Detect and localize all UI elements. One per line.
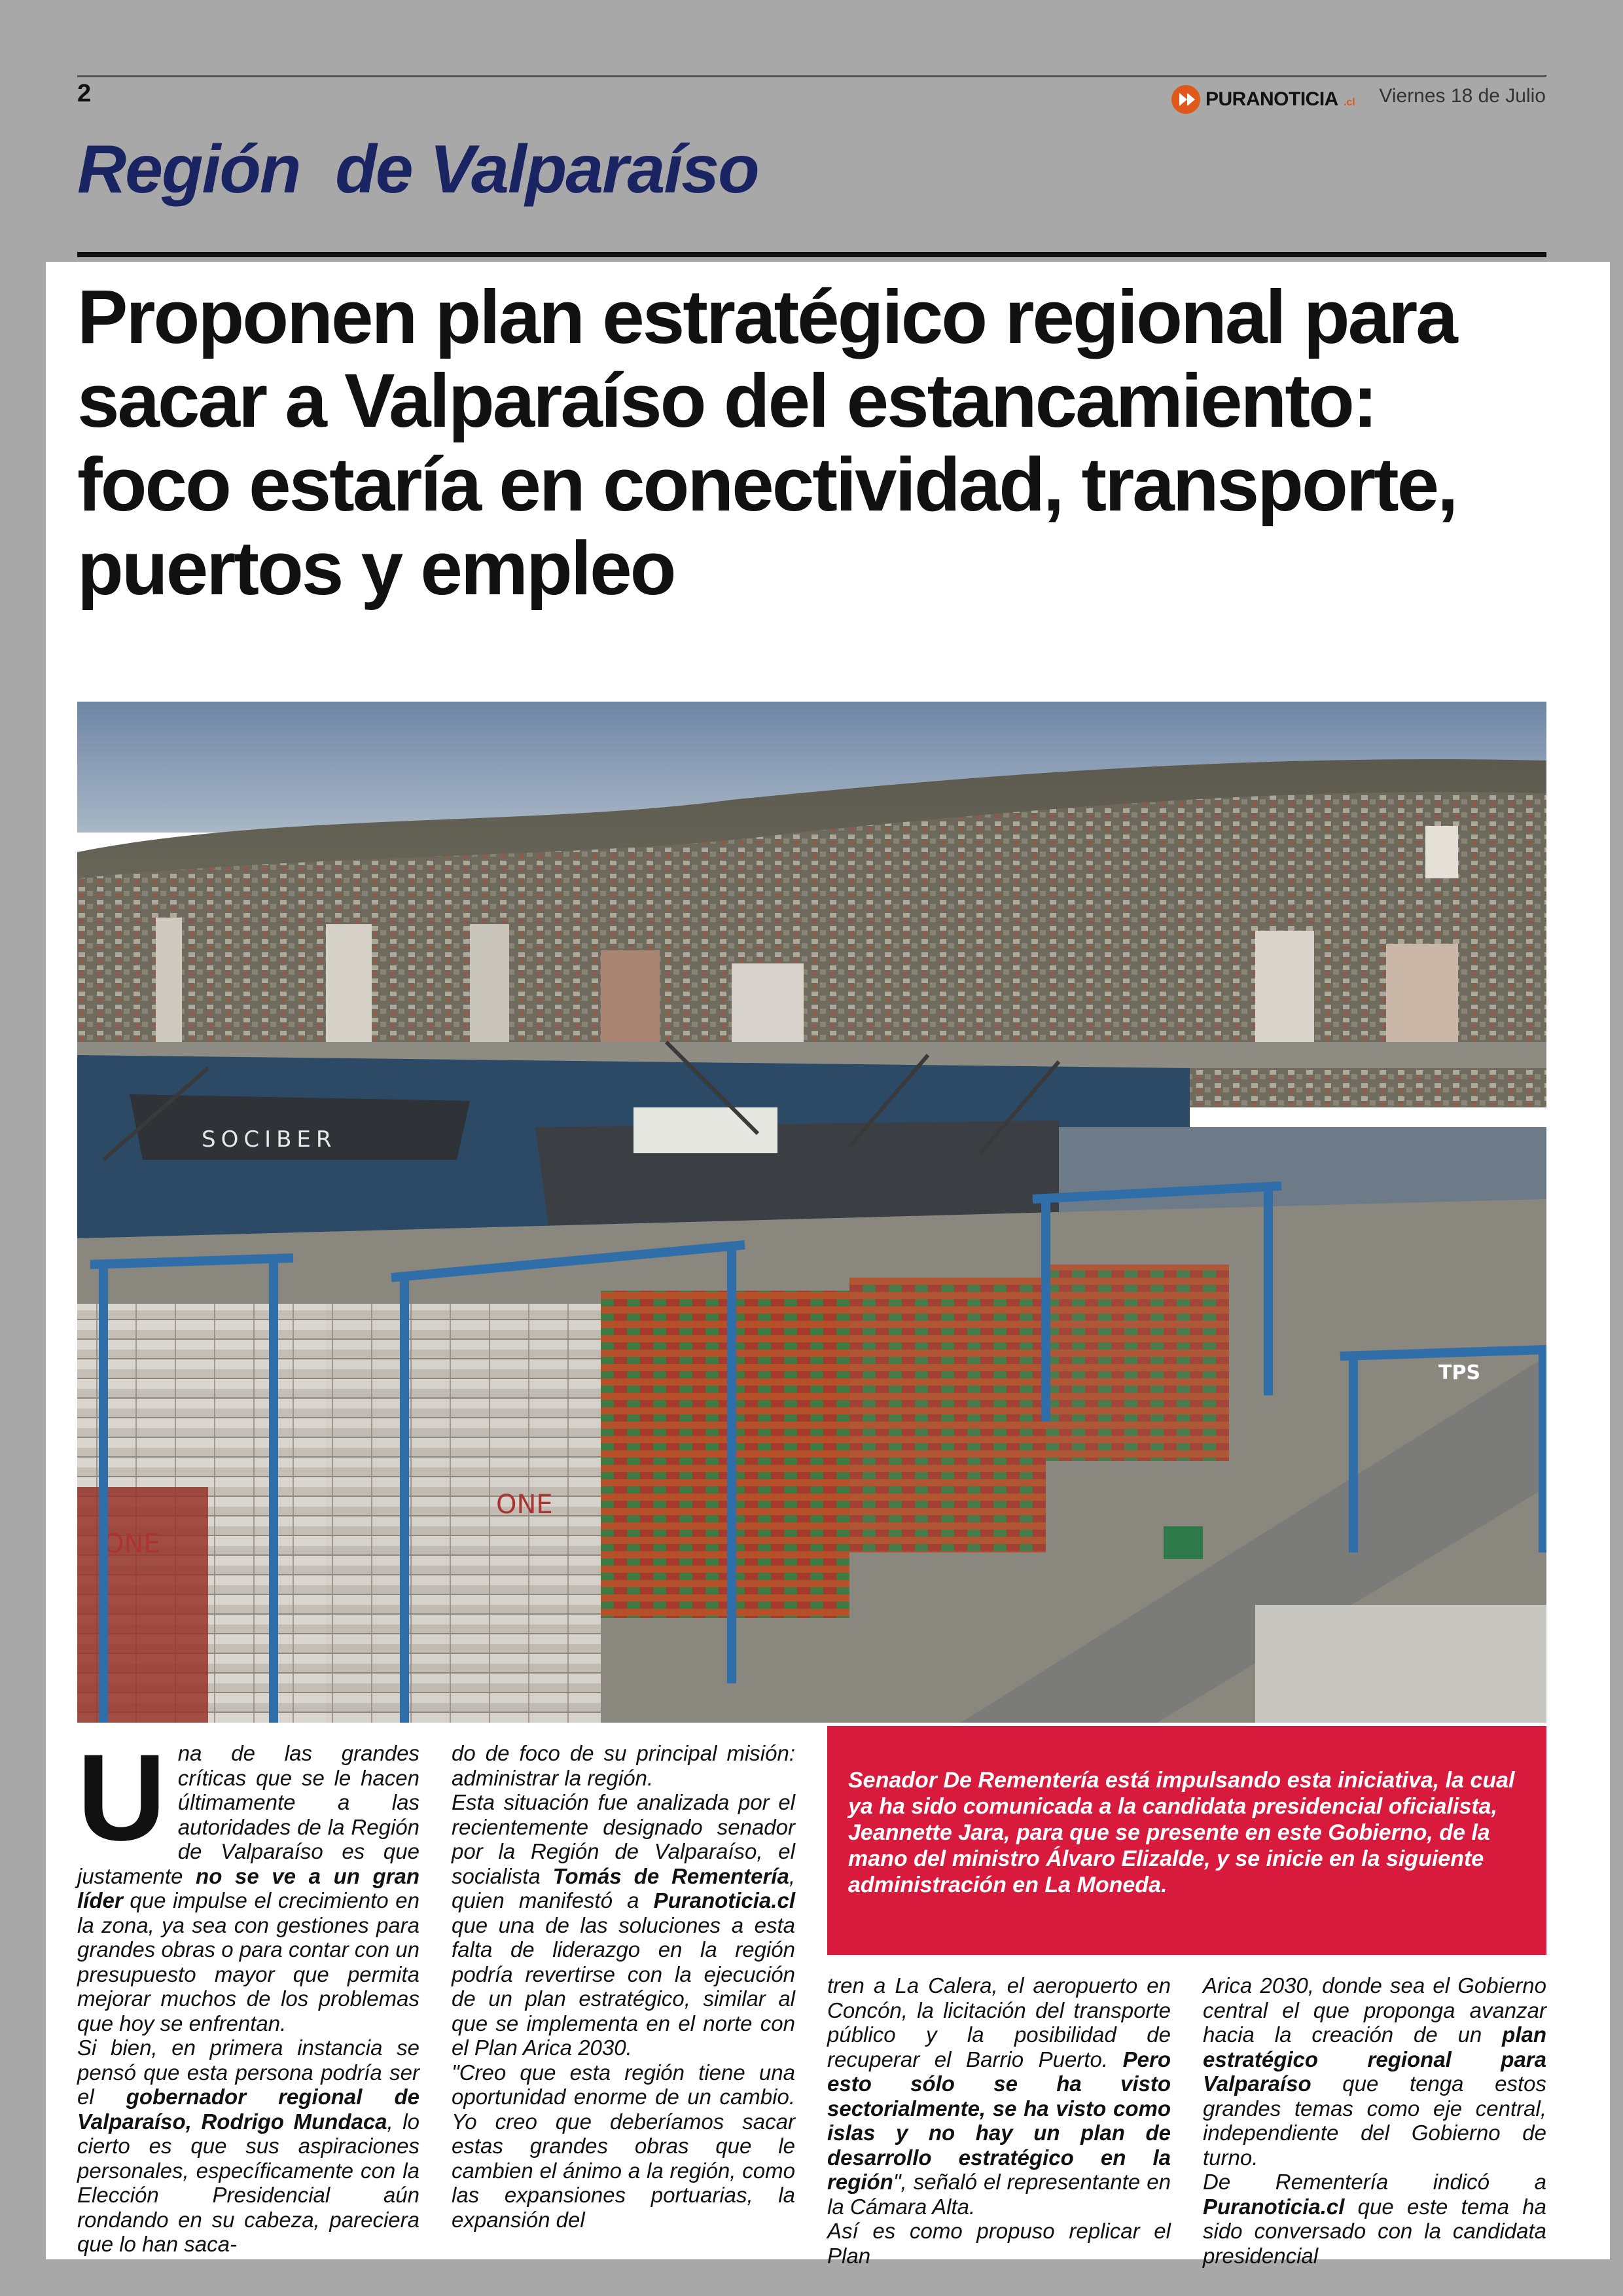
paragraph: Arica 2030, donde sea el Gobierno central el que proponga avanzar hacia la creación de un plan estratégico regional para Valparaíso que tenga estos grandes temas como eje central, independiente del Gobierno de turno. xyxy=(1203,1973,1546,2170)
port-photo xyxy=(77,702,1546,1723)
brand-logo[interactable] xyxy=(1171,85,1355,114)
paragraph: Esta situación fue analizada por el recientemente designado senador por la Región de Valparaíso, el socialista Tomás de Rementería, quien manifestó a Puranoticia.cl que una de las soluciones a esta falta de liderazgo en la región podría revertirse con la ejecución de un plan estratégico, similar al que se implementa en el norte con el Plan Arica 2030. xyxy=(452,1790,795,2060)
issue-date: Viernes 18 de Julio xyxy=(1379,85,1546,107)
paragraph: na de las grandes críticas que se le hacen últimamente a las autoridades de la Región de Valparaíso es que justamente no se ve a un gran líder que impulse el crecimiento en la zona, ya sea con gestiones para grandes obras o para contar con un presupuesto mayor que permita mejorar muchos de los problemas que hoy se enfrentan. xyxy=(77,1741,420,2036)
pull-quote: Senador De Rementería está impulsando esta iniciativa, la cual ya ha sido comunicada a la candidata presidencial oficialista, Jeannette Jara, para que se presente en este Gobierno, de la mano del ministro Álvaro Elizalde, y se inicie en la siguiente administración en La Moneda. xyxy=(848,1768,1515,1897)
article-column-1 xyxy=(77,1729,420,2257)
container-one-label-2: ONE xyxy=(496,1490,553,1520)
article-column-3 xyxy=(827,1973,1171,2268)
brand-tld: .cl xyxy=(1343,97,1355,108)
paragraph: De Rementería indicó a Puranoticia.cl que este tema ha sido conversado con la candidata presidencial xyxy=(1203,2170,1546,2268)
section-rule xyxy=(77,252,1546,257)
top-rule xyxy=(77,75,1546,77)
port-photo-illustration xyxy=(77,702,1546,1723)
play-arrows-icon xyxy=(1171,85,1200,114)
headline: Proponen plan estratégico regional para sacar a Valparaíso del estancamiento: foco estaría en conectividad, transporte, puertos y empleo xyxy=(77,274,1457,611)
section-title: Región de Valparaíso xyxy=(77,132,758,207)
page-number: 2 xyxy=(77,80,92,107)
paragraph: Así es como propuso replicar el Plan xyxy=(827,2219,1171,2268)
container-one-label: ONE xyxy=(103,1529,160,1559)
brand-name: PURANOTICIA xyxy=(1205,88,1338,110)
dropcap: U xyxy=(77,1729,166,1866)
paragraph: "Creo que esta región tiene una oportunidad enorme de un cambio. Yo creo que deberíamos sacar estas grandes obras que le cambien el ánimo a la región, como las expansiones portuarias, la expansión del xyxy=(452,2060,795,2232)
ship-name-label: SOCIBER xyxy=(202,1126,337,1153)
paragraph: do de foco de su principal misión: administrar la región. xyxy=(452,1741,795,1790)
article-column-4 xyxy=(1203,1973,1546,2268)
article-column-2 xyxy=(452,1741,795,2232)
paragraph: tren a La Calera, el aeropuerto en Concón, la licitación del transporte público y la posibilidad de recuperar el Barrio Puerto. Pero esto sólo se ha visto sectorialmente, se ha visto como islas y no hay un plan de desarrollo estratégico en la región", señaló el representante en la Cámara Alta. xyxy=(827,1973,1171,2219)
terminal-sign-label: TPS xyxy=(1438,1361,1481,1384)
paragraph: Si bien, en primera instancia se pensó que esta persona podría ser el gobernador regional de Valparaíso, Rodrigo Mundaca, lo cierto es que sus aspiraciones personales, específicamente con la Elección Presidencial aún rondando en su cabeza, pareciera que lo han saca- xyxy=(77,2036,419,2256)
